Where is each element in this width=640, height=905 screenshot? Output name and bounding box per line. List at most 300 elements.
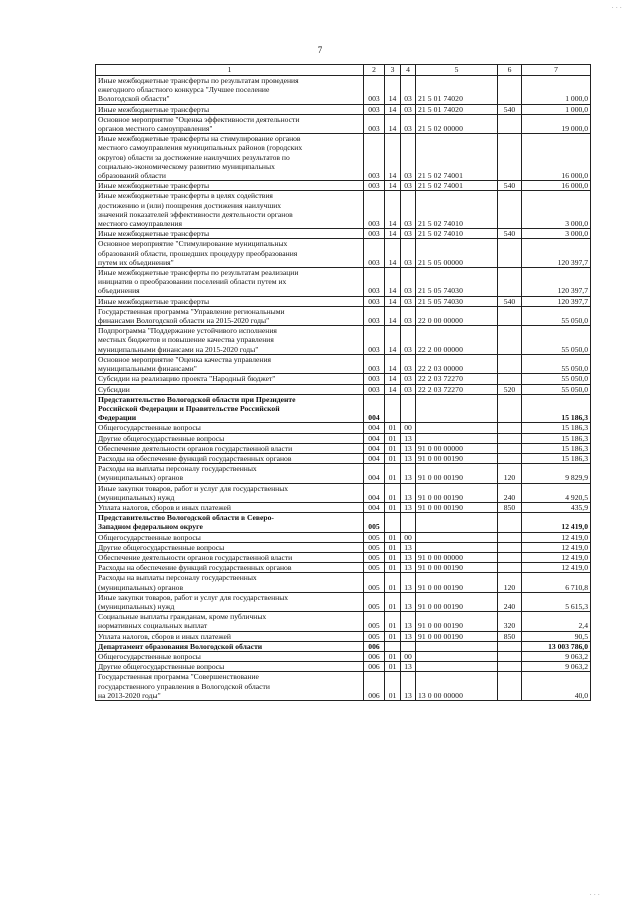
cell-csr: 13 0 00 00000 <box>416 672 498 701</box>
cell-csr: 22 2 00 00000 <box>416 326 498 355</box>
cell-amount: 16 000,0 <box>522 181 591 191</box>
cell-pr: 03 <box>401 181 416 191</box>
table-row <box>96 268 591 297</box>
cell-name: Иные закупки товаров, работ и услуг для государственных (муниципальных) нужд <box>96 483 364 502</box>
cell-ved: 006 <box>364 662 385 672</box>
cell-vr <box>498 563 522 573</box>
cell-rz: 01 <box>385 563 401 573</box>
cell-rz: 14 <box>385 114 401 133</box>
cell-csr: 91 0 00 00190 <box>416 483 498 502</box>
cell-pr: 13 <box>401 453 416 463</box>
cell-rz <box>385 394 401 423</box>
cell-pr: 03 <box>401 326 416 355</box>
cell-rz: 01 <box>385 464 401 483</box>
table-body <box>96 76 591 701</box>
cell-amount: 3 000,0 <box>522 191 591 229</box>
cell-rz: 14 <box>385 239 401 268</box>
table-row <box>96 612 591 631</box>
cell-name: Субсидии на реализацию проекта "Народный бюджет" <box>96 374 364 384</box>
cell-amount: 15 186,3 <box>522 433 591 443</box>
cell-vr: 540 <box>498 104 522 114</box>
cell-vr <box>498 641 522 651</box>
cell-csr: 21 5 01 74020 <box>416 104 498 114</box>
cell-rz: 01 <box>385 573 401 592</box>
cell-vr <box>498 532 522 542</box>
cell-name: Государственная программа "Управление региональными финансами Вологодской области на 2015-2020 годы" <box>96 306 364 325</box>
cell-name: Представительство Вологодской области в Северо- Западном федеральном округе <box>96 513 364 532</box>
cell-vr <box>498 542 522 552</box>
cell-rz <box>385 641 401 651</box>
scan-mark-bottom: · · · <box>589 891 600 899</box>
table-row <box>96 114 591 133</box>
cell-name: Расходы на выплаты персоналу государственных (муниципальных) органов <box>96 573 364 592</box>
col-header-amount: 7 <box>522 65 591 76</box>
cell-vr <box>498 76 522 105</box>
cell-pr: 13 <box>401 662 416 672</box>
table-row <box>96 464 591 483</box>
table-row <box>96 631 591 641</box>
cell-name: Расходы на обеспечение функций государственных органов <box>96 453 364 463</box>
cell-amount: 5 615,3 <box>522 592 591 611</box>
cell-name: Иные межбюджетные трансферты по результатам проведения ежегодного областного конкурса "Лучшее поселение Вологодской области" <box>96 76 364 105</box>
cell-name: Иные межбюджетные трансферты по результатам реализации инициатив о преобразовании поселений области путем их объединения <box>96 268 364 297</box>
cell-vr <box>498 662 522 672</box>
cell-ved: 006 <box>364 672 385 701</box>
cell-csr <box>416 532 498 542</box>
cell-rz: 14 <box>385 191 401 229</box>
table-row <box>96 296 591 306</box>
cell-name: Уплата налогов, сборов и иных платежей <box>96 502 364 512</box>
cell-amount: 55 050,0 <box>522 326 591 355</box>
cell-vr: 520 <box>498 384 522 394</box>
cell-csr: 21 5 02 00000 <box>416 114 498 133</box>
cell-name: Социальные выплаты гражданам, кроме публичных нормативных социальных выплат <box>96 612 364 631</box>
cell-name: Обеспечение деятельности органов государственной власти <box>96 443 364 453</box>
cell-ved: 003 <box>364 296 385 306</box>
cell-rz: 01 <box>385 651 401 661</box>
cell-amount: 15 186,3 <box>522 394 591 423</box>
cell-vr <box>498 513 522 532</box>
col-header-vr: 6 <box>498 65 522 76</box>
cell-pr: 03 <box>401 104 416 114</box>
cell-vr <box>498 394 522 423</box>
table-row <box>96 443 591 453</box>
cell-pr: 13 <box>401 443 416 453</box>
cell-amount: 40,0 <box>522 672 591 701</box>
cell-vr <box>498 552 522 562</box>
cell-name: Департамент образования Вологодской области <box>96 641 364 651</box>
cell-vr <box>498 268 522 297</box>
cell-vr <box>498 453 522 463</box>
cell-pr: 13 <box>401 502 416 512</box>
cell-vr: 240 <box>498 592 522 611</box>
table-row <box>96 191 591 229</box>
cell-rz: 01 <box>385 662 401 672</box>
cell-amount: 15 186,3 <box>522 453 591 463</box>
header-row <box>96 65 591 76</box>
col-header-rz: 3 <box>385 65 401 76</box>
cell-ved: 004 <box>364 443 385 453</box>
cell-amount: 12 419,0 <box>522 532 591 542</box>
cell-name: Основное мероприятие "Оценка эффективности деятельности органов местного самоуправления" <box>96 114 364 133</box>
cell-csr: 21 5 05 74030 <box>416 268 498 297</box>
cell-vr: 850 <box>498 502 522 512</box>
cell-vr <box>498 423 522 433</box>
table-row <box>96 433 591 443</box>
cell-csr: 22 2 03 72270 <box>416 384 498 394</box>
cell-ved: 004 <box>364 453 385 463</box>
cell-pr: 03 <box>401 268 416 297</box>
cell-csr: 21 5 02 74010 <box>416 191 498 229</box>
cell-amount: 19 000,0 <box>522 114 591 133</box>
cell-csr: 21 5 02 74001 <box>416 134 498 181</box>
cell-pr: 13 <box>401 573 416 592</box>
cell-csr: 91 0 00 00000 <box>416 443 498 453</box>
cell-rz: 14 <box>385 104 401 114</box>
col-header-name: 1 <box>96 65 364 76</box>
table-row <box>96 453 591 463</box>
cell-csr: 22 0 00 00000 <box>416 306 498 325</box>
cell-ved: 005 <box>364 563 385 573</box>
cell-ved: 005 <box>364 573 385 592</box>
table-row <box>96 76 591 105</box>
cell-ved: 005 <box>364 631 385 641</box>
cell-csr <box>416 542 498 552</box>
cell-pr: 03 <box>401 114 416 133</box>
cell-pr <box>401 513 416 532</box>
cell-name: Общегосударственные вопросы <box>96 651 364 661</box>
cell-csr: 91 0 00 00190 <box>416 563 498 573</box>
table-row <box>96 672 591 701</box>
cell-name: Общегосударственные вопросы <box>96 532 364 542</box>
cell-name: Другие общегосударственные вопросы <box>96 662 364 672</box>
table-row <box>96 104 591 114</box>
cell-amount: 12 419,0 <box>522 552 591 562</box>
cell-pr: 13 <box>401 542 416 552</box>
cell-pr: 13 <box>401 464 416 483</box>
cell-ved: 004 <box>364 483 385 502</box>
table-row <box>96 542 591 552</box>
cell-csr: 21 5 02 74010 <box>416 229 498 239</box>
cell-amount: 4 920,5 <box>522 483 591 502</box>
cell-amount: 1 000,0 <box>522 76 591 105</box>
cell-amount: 2,4 <box>522 612 591 631</box>
cell-rz: 01 <box>385 672 401 701</box>
cell-csr <box>416 513 498 532</box>
cell-ved: 003 <box>364 326 385 355</box>
cell-amount: 9 063,2 <box>522 662 591 672</box>
cell-csr: 21 5 05 00000 <box>416 239 498 268</box>
cell-csr: 91 0 00 00190 <box>416 631 498 641</box>
cell-csr: 21 5 05 74030 <box>416 296 498 306</box>
cell-name: Другие общегосударственные вопросы <box>96 433 364 443</box>
cell-pr: 13 <box>401 483 416 502</box>
cell-vr: 120 <box>498 573 522 592</box>
cell-amount: 55 050,0 <box>522 306 591 325</box>
cell-ved: 003 <box>364 384 385 394</box>
cell-pr: 00 <box>401 532 416 542</box>
cell-name: Государственная программа "Совершенствование государственного управления в Вологодской области на 2013-2020 годы" <box>96 672 364 701</box>
cell-ved: 004 <box>364 464 385 483</box>
cell-rz: 01 <box>385 631 401 641</box>
cell-ved: 006 <box>364 641 385 651</box>
cell-vr <box>498 433 522 443</box>
cell-vr <box>498 239 522 268</box>
cell-ved: 003 <box>364 306 385 325</box>
cell-name: Иные межбюджетные трансферты в целях содействия достижению и (или) поощрения достижения наилучших значений показателей эффективности деятельности органов местного самоуправления <box>96 191 364 229</box>
cell-pr: 13 <box>401 592 416 611</box>
cell-ved: 005 <box>364 532 385 542</box>
cell-ved: 006 <box>364 651 385 661</box>
cell-ved: 004 <box>364 502 385 512</box>
table-row <box>96 423 591 433</box>
cell-pr: 03 <box>401 191 416 229</box>
cell-rz: 14 <box>385 384 401 394</box>
cell-csr: 91 0 00 00190 <box>416 502 498 512</box>
cell-rz: 14 <box>385 296 401 306</box>
cell-pr: 03 <box>401 76 416 105</box>
cell-ved: 004 <box>364 433 385 443</box>
table-row <box>96 592 591 611</box>
cell-rz: 01 <box>385 592 401 611</box>
cell-ved: 003 <box>364 374 385 384</box>
cell-rz: 14 <box>385 229 401 239</box>
cell-name: Другие общегосударственные вопросы <box>96 542 364 552</box>
cell-vr <box>498 354 522 373</box>
table-row <box>96 483 591 502</box>
cell-name: Подпрограмма "Поддержание устойчивого исполнения местных бюджетов и повышение качества управления муниципальными финансами на 2015-2020 годы" <box>96 326 364 355</box>
cell-ved: 003 <box>364 134 385 181</box>
table-row <box>96 641 591 651</box>
cell-csr <box>416 662 498 672</box>
cell-pr: 00 <box>401 423 416 433</box>
cell-vr <box>498 114 522 133</box>
cell-vr <box>498 443 522 453</box>
cell-rz: 14 <box>385 306 401 325</box>
cell-vr: 850 <box>498 631 522 641</box>
cell-vr <box>498 191 522 229</box>
cell-csr: 91 0 00 00190 <box>416 464 498 483</box>
cell-rz: 01 <box>385 532 401 542</box>
cell-vr <box>498 651 522 661</box>
cell-amount: 12 419,0 <box>522 513 591 532</box>
cell-amount: 120 397,7 <box>522 268 591 297</box>
cell-ved: 005 <box>364 542 385 552</box>
cell-ved: 005 <box>364 592 385 611</box>
cell-csr <box>416 394 498 423</box>
cell-ved: 003 <box>364 354 385 373</box>
table-row <box>96 563 591 573</box>
cell-name: Иные межбюджетные трансферты <box>96 296 364 306</box>
cell-pr: 13 <box>401 563 416 573</box>
cell-amount: 6 710,8 <box>522 573 591 592</box>
cell-amount: 16 000,0 <box>522 134 591 181</box>
cell-rz: 14 <box>385 354 401 373</box>
cell-vr: 320 <box>498 612 522 631</box>
cell-vr: 540 <box>498 181 522 191</box>
cell-csr: 91 0 00 00190 <box>416 453 498 463</box>
cell-rz: 01 <box>385 433 401 443</box>
table-row <box>96 134 591 181</box>
table-row <box>96 502 591 512</box>
table-row <box>96 662 591 672</box>
cell-rz: 01 <box>385 542 401 552</box>
table-row <box>96 239 591 268</box>
cell-ved: 004 <box>364 394 385 423</box>
cell-csr: 21 5 01 74020 <box>416 76 498 105</box>
cell-amount: 120 397,7 <box>522 239 591 268</box>
scan-mark: · · · <box>611 4 622 12</box>
cell-ved: 003 <box>364 76 385 105</box>
cell-rz: 14 <box>385 76 401 105</box>
table-row <box>96 229 591 239</box>
col-header-csr: 5 <box>416 65 498 76</box>
cell-csr: 22 2 03 00000 <box>416 354 498 373</box>
cell-rz: 01 <box>385 502 401 512</box>
col-header-ved: 2 <box>364 65 385 76</box>
cell-name: Уплата налогов, сборов и иных платежей <box>96 631 364 641</box>
cell-ved: 003 <box>364 229 385 239</box>
cell-rz: 14 <box>385 268 401 297</box>
cell-name: Иные межбюджетные трансферты <box>96 181 364 191</box>
cell-csr <box>416 423 498 433</box>
cell-ved: 003 <box>364 191 385 229</box>
cell-pr: 13 <box>401 631 416 641</box>
cell-csr <box>416 641 498 651</box>
cell-vr <box>498 374 522 384</box>
cell-ved: 003 <box>364 181 385 191</box>
cell-amount: 55 050,0 <box>522 384 591 394</box>
table-row <box>96 552 591 562</box>
col-header-pr: 4 <box>401 65 416 76</box>
cell-rz: 01 <box>385 443 401 453</box>
cell-csr: 21 5 02 74001 <box>416 181 498 191</box>
cell-name: Субсидии <box>96 384 364 394</box>
cell-rz: 01 <box>385 453 401 463</box>
cell-pr: 03 <box>401 306 416 325</box>
cell-amount: 15 186,3 <box>522 423 591 433</box>
cell-name: Основное мероприятие "Стимулирование муниципальных образований области, прошедших процедуру преобразования путем их объединения" <box>96 239 364 268</box>
cell-name: Иные межбюджетные трансферты на стимулирование органов местного самоуправления муниципальных районов (городских округов) области за достижение наилучших результатов по социально-экономическому развитию муниципальных образований области <box>96 134 364 181</box>
budget-table <box>95 64 591 701</box>
cell-pr: 13 <box>401 552 416 562</box>
table-row <box>96 326 591 355</box>
cell-pr: 03 <box>401 296 416 306</box>
table-row <box>96 306 591 325</box>
cell-name: Обеспечение деятельности органов государственной власти <box>96 552 364 562</box>
cell-csr: 91 0 00 00190 <box>416 612 498 631</box>
cell-ved: 005 <box>364 513 385 532</box>
cell-amount: 13 003 786,0 <box>522 641 591 651</box>
cell-pr: 13 <box>401 612 416 631</box>
cell-rz: 14 <box>385 326 401 355</box>
cell-name: Иные межбюджетные трансферты <box>96 104 364 114</box>
cell-amount: 3 000,0 <box>522 229 591 239</box>
table-row <box>96 384 591 394</box>
cell-amount: 90,5 <box>522 631 591 641</box>
cell-pr: 03 <box>401 229 416 239</box>
cell-vr <box>498 672 522 701</box>
cell-ved: 003 <box>364 239 385 268</box>
cell-ved: 003 <box>364 114 385 133</box>
cell-amount: 15 186,3 <box>522 443 591 453</box>
cell-ved: 005 <box>364 552 385 562</box>
table-row <box>96 181 591 191</box>
cell-amount: 120 397,7 <box>522 296 591 306</box>
cell-csr: 91 0 00 00190 <box>416 573 498 592</box>
cell-name: Представительство Вологодской области при Президенте Российской Федерации и Правительстве Российской Федерации <box>96 394 364 423</box>
cell-pr: 00 <box>401 651 416 661</box>
table-row <box>96 532 591 542</box>
cell-amount: 1 000,0 <box>522 104 591 114</box>
table-row <box>96 394 591 423</box>
cell-rz: 01 <box>385 483 401 502</box>
cell-csr: 91 0 00 00190 <box>416 592 498 611</box>
cell-name: Общегосударственные вопросы <box>96 423 364 433</box>
cell-name: Расходы на обеспечение функций государственных органов <box>96 563 364 573</box>
cell-vr: 120 <box>498 464 522 483</box>
cell-pr <box>401 394 416 423</box>
cell-ved: 003 <box>364 268 385 297</box>
cell-amount: 12 419,0 <box>522 563 591 573</box>
cell-pr: 03 <box>401 239 416 268</box>
cell-rz: 14 <box>385 374 401 384</box>
cell-amount: 9 063,2 <box>522 651 591 661</box>
cell-amount: 55 050,0 <box>522 354 591 373</box>
cell-pr: 03 <box>401 354 416 373</box>
table-row <box>96 513 591 532</box>
cell-name: Иные закупки товаров, работ и услуг для государственных (муниципальных) нужд <box>96 592 364 611</box>
page-number: 7 <box>317 45 323 55</box>
cell-vr: 540 <box>498 229 522 239</box>
cell-pr: 03 <box>401 374 416 384</box>
cell-csr: 22 2 03 72270 <box>416 374 498 384</box>
cell-name: Основное мероприятие "Оценка качества управления муниципальными финансами" <box>96 354 364 373</box>
cell-csr <box>416 651 498 661</box>
cell-ved: 004 <box>364 423 385 433</box>
cell-rz: 14 <box>385 181 401 191</box>
cell-ved: 005 <box>364 612 385 631</box>
cell-vr: 540 <box>498 296 522 306</box>
cell-pr: 03 <box>401 384 416 394</box>
cell-amount: 9 829,9 <box>522 464 591 483</box>
cell-pr: 03 <box>401 134 416 181</box>
table-row <box>96 573 591 592</box>
cell-csr <box>416 433 498 443</box>
cell-vr <box>498 306 522 325</box>
cell-ved: 003 <box>364 104 385 114</box>
cell-rz <box>385 513 401 532</box>
cell-name: Иные межбюджетные трансферты <box>96 229 364 239</box>
cell-vr <box>498 134 522 181</box>
cell-rz: 14 <box>385 134 401 181</box>
cell-rz: 01 <box>385 423 401 433</box>
cell-amount: 55 050,0 <box>522 374 591 384</box>
cell-rz: 01 <box>385 612 401 631</box>
cell-vr <box>498 326 522 355</box>
cell-pr: 13 <box>401 433 416 443</box>
cell-amount: 435,9 <box>522 502 591 512</box>
cell-pr <box>401 641 416 651</box>
cell-pr: 13 <box>401 672 416 701</box>
cell-amount: 12 419,0 <box>522 542 591 552</box>
cell-csr: 91 0 00 00000 <box>416 552 498 562</box>
table-row <box>96 354 591 373</box>
cell-name: Расходы на выплаты персоналу государственных (муниципальных) органов <box>96 464 364 483</box>
table-row <box>96 374 591 384</box>
table-row <box>96 651 591 661</box>
cell-vr: 240 <box>498 483 522 502</box>
